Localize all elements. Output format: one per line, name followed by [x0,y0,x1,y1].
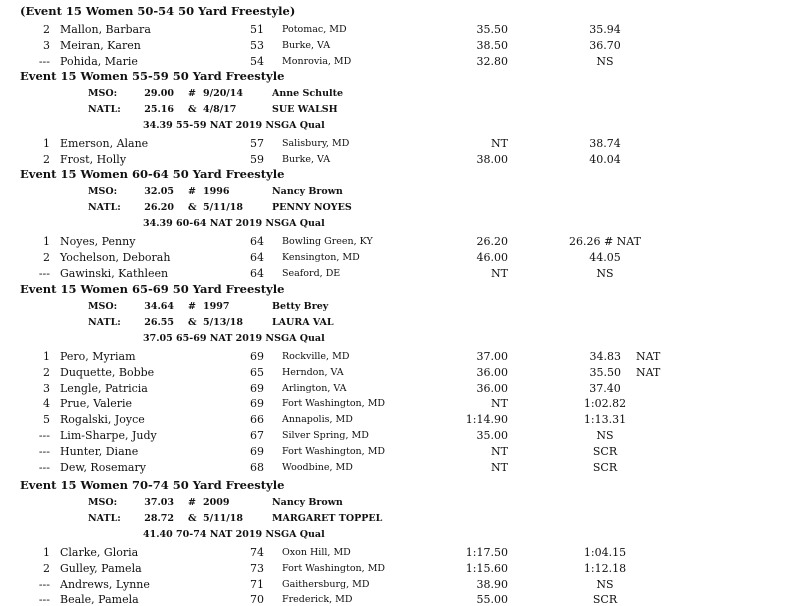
swimmer-team: Kensington, MD [282,251,360,263]
record-symbol: # [188,186,196,197]
record-symbol: & [188,202,197,213]
seed-time: 46.00 [476,250,508,264]
seed-time: 37.00 [476,350,508,363]
seed-time: 36.00 [476,381,508,395]
result-place: 2 [43,365,50,379]
swimmer-name: Emerson, Alane [60,137,149,150]
swimmer-age: 64 [250,235,264,248]
swimmer-name: Gawinski, Kathleen [60,266,169,280]
record-date: 1996 [203,186,230,197]
result-place: 1 [43,235,50,248]
record-time: 37.03 [144,497,174,508]
result-place: 2 [43,152,50,166]
event-title: Event 15 Women 55-59 50 Yard Freestyle [20,69,285,83]
seed-time: 36.00 [476,365,508,379]
record-date: 5/11/18 [203,202,243,213]
result-place: --- [38,593,50,606]
record-date: 5/13/18 [203,317,243,328]
time-note: NAT [636,365,661,379]
swimmer-name: Prue, Valerie [60,397,133,411]
event-title: Event 15 Women 60-64 50 Yard Freestyle [20,167,285,181]
record-symbol: & [188,513,197,524]
final-time: 44.05 [589,250,621,264]
swimmer-name: Noyes, Penny [60,235,136,248]
swimmer-age: 65 [250,365,264,379]
seed-time: 38.90 [476,577,508,591]
swimmer-team: Burke, VA [282,39,331,51]
swimmer-age: 69 [250,444,264,458]
final-time: NS [596,577,614,591]
record-date: 5/11/18 [203,513,243,524]
final-time: 1:13.31 [583,413,627,427]
swimmer-team: Oxon Hill, MD [282,547,351,558]
swimmer-name: Yochelson, Deborah [60,250,171,264]
seed-time: 38.00 [476,152,508,166]
result-place: --- [38,429,50,442]
swimmer-team: Monrovia, MD [282,55,352,67]
seed-time: 1:17.50 [465,546,508,559]
result-place: 5 [43,413,50,427]
swimmer-name: Gulley, Pamela [60,561,142,575]
final-time: NS [596,429,614,442]
swimmer-team: Fort Washington, MD [282,445,386,457]
record-holder: Nancy Brown [272,497,343,508]
swimmer-age: 74 [250,546,264,559]
swimmer-name: Mallon, Barbara [60,23,151,36]
seed-time: 26.20 [476,235,508,248]
final-time: NS [596,54,614,68]
swimmer-age: 71 [250,577,264,591]
final-time: 37.40 [589,381,621,395]
final-time: 26.26 # NAT [568,235,641,248]
swimmer-team: Woodbine, MD [282,461,353,473]
swimmer-age: 69 [250,381,264,395]
swimmer-name: Meiran, Karen [60,38,141,52]
record-date: 1997 [203,301,230,312]
swimmer-age: 66 [250,413,264,427]
swimmer-name: Clarke, Gloria [60,546,139,559]
final-time: NS [596,266,614,280]
result-place: --- [38,54,50,68]
record-time: 25.16 [144,104,174,115]
seed-time: 35.50 [476,23,508,36]
final-time: SCR [592,460,618,474]
swimmer-name: Beale, Pamela [60,593,139,606]
record-holder: Nancy Brown [272,186,343,197]
record-label: NATL: [88,104,121,115]
swimmer-name: Duquette, Bobbe [60,365,155,379]
swimmer-age: 59 [250,152,264,166]
swimmer-age: 64 [250,250,264,264]
swimmer-team: Arlington, VA [282,382,347,394]
time-note: NAT [636,350,661,363]
swimmer-name: Frost, Holly [60,152,127,166]
record-time: 26.20 [144,202,174,213]
seed-time: NT [491,397,508,411]
record-label: MSO: [88,88,118,99]
final-time: SCR [592,444,618,458]
record-time: 28.72 [144,513,174,524]
record-time: 32.05 [144,186,174,197]
record-holder: SUE WALSH [272,104,338,115]
record-holder: PENNY NOYES [272,202,352,213]
swimmer-name: Hunter, Diane [60,444,139,458]
record-holder: MARGARET TOPPEL [272,513,383,524]
final-time: 1:12.18 [583,561,627,575]
result-place: --- [38,577,50,591]
seed-time: 35.00 [476,429,508,442]
swimmer-team: Frederick, MD [282,594,353,606]
record-label: NATL: [88,317,121,328]
record-label: MSO: [88,186,118,197]
swimmer-team: Potomac, MD [282,24,347,35]
final-time: 40.04 [589,152,621,166]
swimmer-team: Gaithersburg, MD [282,578,370,590]
final-time: 35.94 [589,23,621,36]
swimmer-name: Andrews, Lynne [60,577,150,591]
final-time: 36.70 [589,38,621,52]
final-time: 35.50 [589,365,621,379]
swimmer-age: 51 [250,23,264,36]
swimmer-name: Pero, Myriam [60,350,136,363]
record-symbol: & [188,317,197,328]
swimmer-team: Herndon, VA [282,366,344,378]
event-title: Event 15 Women 65-69 50 Yard Freestyle [20,282,285,296]
qualifying-standard: 34.39 55-59 NAT 2019 NSGA Qual [143,120,325,131]
swimmer-team: Rockville, MD [282,351,350,362]
swimmer-age: 69 [250,350,264,363]
record-time: 34.64 [144,301,174,312]
swimmer-team: Annapolis, MD [282,414,353,426]
result-place: 2 [43,250,50,264]
final-time: 34.83 [589,350,621,363]
record-date: 4/8/17 [203,104,237,115]
swimmer-name: Lengle, Patricia [60,381,148,395]
event-title: Event 15 Women 70-74 50 Yard Freestyle [20,478,285,492]
seed-time: NT [491,137,508,150]
seed-time: 38.50 [476,38,508,52]
swimmer-age: 68 [250,460,264,474]
swimmer-age: 54 [250,54,264,68]
record-label: MSO: [88,301,118,312]
swimmer-age: 69 [250,397,264,411]
qualifying-standard: 37.05 65-69 NAT 2019 NSGA Qual [143,333,325,344]
swimmer-age: 73 [250,561,264,575]
result-place: 4 [43,397,50,411]
result-place: 1 [43,546,50,559]
swimmer-team: Fort Washington, MD [282,398,386,410]
result-place: --- [38,266,50,280]
seed-time: NT [491,444,508,458]
final-time: 1:02.82 [583,397,627,411]
swimmer-name: Dew, Rosemary [60,460,146,474]
final-time: 38.74 [589,137,621,150]
final-time: SCR [592,593,618,606]
swimmer-team: Seaford, DE [282,267,341,279]
seed-time: 32.80 [476,54,508,68]
record-symbol: # [188,301,196,312]
record-time: 26.55 [144,317,174,328]
final-time: 1:04.15 [583,546,627,559]
swimmer-team: Silver Spring, MD [282,430,369,441]
record-label: NATL: [88,202,121,213]
result-place: 1 [43,350,50,363]
swimmer-age: 53 [250,38,264,52]
event-title: (Event 15 Women 50-54 50 Yard Freestyle) [20,4,296,18]
qualifying-standard: 41.40 70-74 NAT 2019 NSGA Qual [143,529,325,540]
swimmer-age: 70 [250,593,264,606]
record-date: 2009 [203,497,230,508]
seed-time: 1:15.60 [465,561,508,575]
swimmer-age: 57 [250,137,264,150]
result-place: 3 [43,381,50,395]
seed-time: 55.00 [476,593,508,606]
swimmer-age: 64 [250,266,264,280]
swimmer-name: Pohida, Marie [60,54,138,68]
result-place: 2 [43,23,50,36]
seed-time: NT [491,460,508,474]
record-time: 29.00 [144,88,174,99]
swimmer-age: 67 [250,429,264,442]
result-place: 1 [43,137,50,150]
swimmer-name: Rogalski, Joyce [60,413,145,427]
swimmer-name: Lim-Sharpe, Judy [60,429,157,442]
result-place: --- [38,444,50,458]
record-holder: Anne Schulte [272,88,344,99]
record-holder: Betty Brey [272,301,329,312]
qualifying-standard: 34.39 60-64 NAT 2019 NSGA Qual [143,218,325,229]
result-place: --- [38,460,50,474]
swimmer-team: Burke, VA [282,153,331,165]
result-place: 3 [43,38,50,52]
record-holder: LAURA VAL [272,317,334,328]
record-symbol: # [188,497,196,508]
record-label: MSO: [88,497,118,508]
seed-time: NT [491,266,508,280]
swimmer-team: Fort Washington, MD [282,562,386,574]
result-place: 2 [43,561,50,575]
swimmer-team: Salisbury, MD [282,138,350,149]
seed-time: 1:14.90 [465,413,508,427]
record-date: 9/20/14 [203,88,243,99]
record-symbol: # [188,88,196,99]
swimmer-team: Bowling Green, KY [282,236,373,247]
record-symbol: & [188,104,197,115]
record-label: NATL: [88,513,121,524]
